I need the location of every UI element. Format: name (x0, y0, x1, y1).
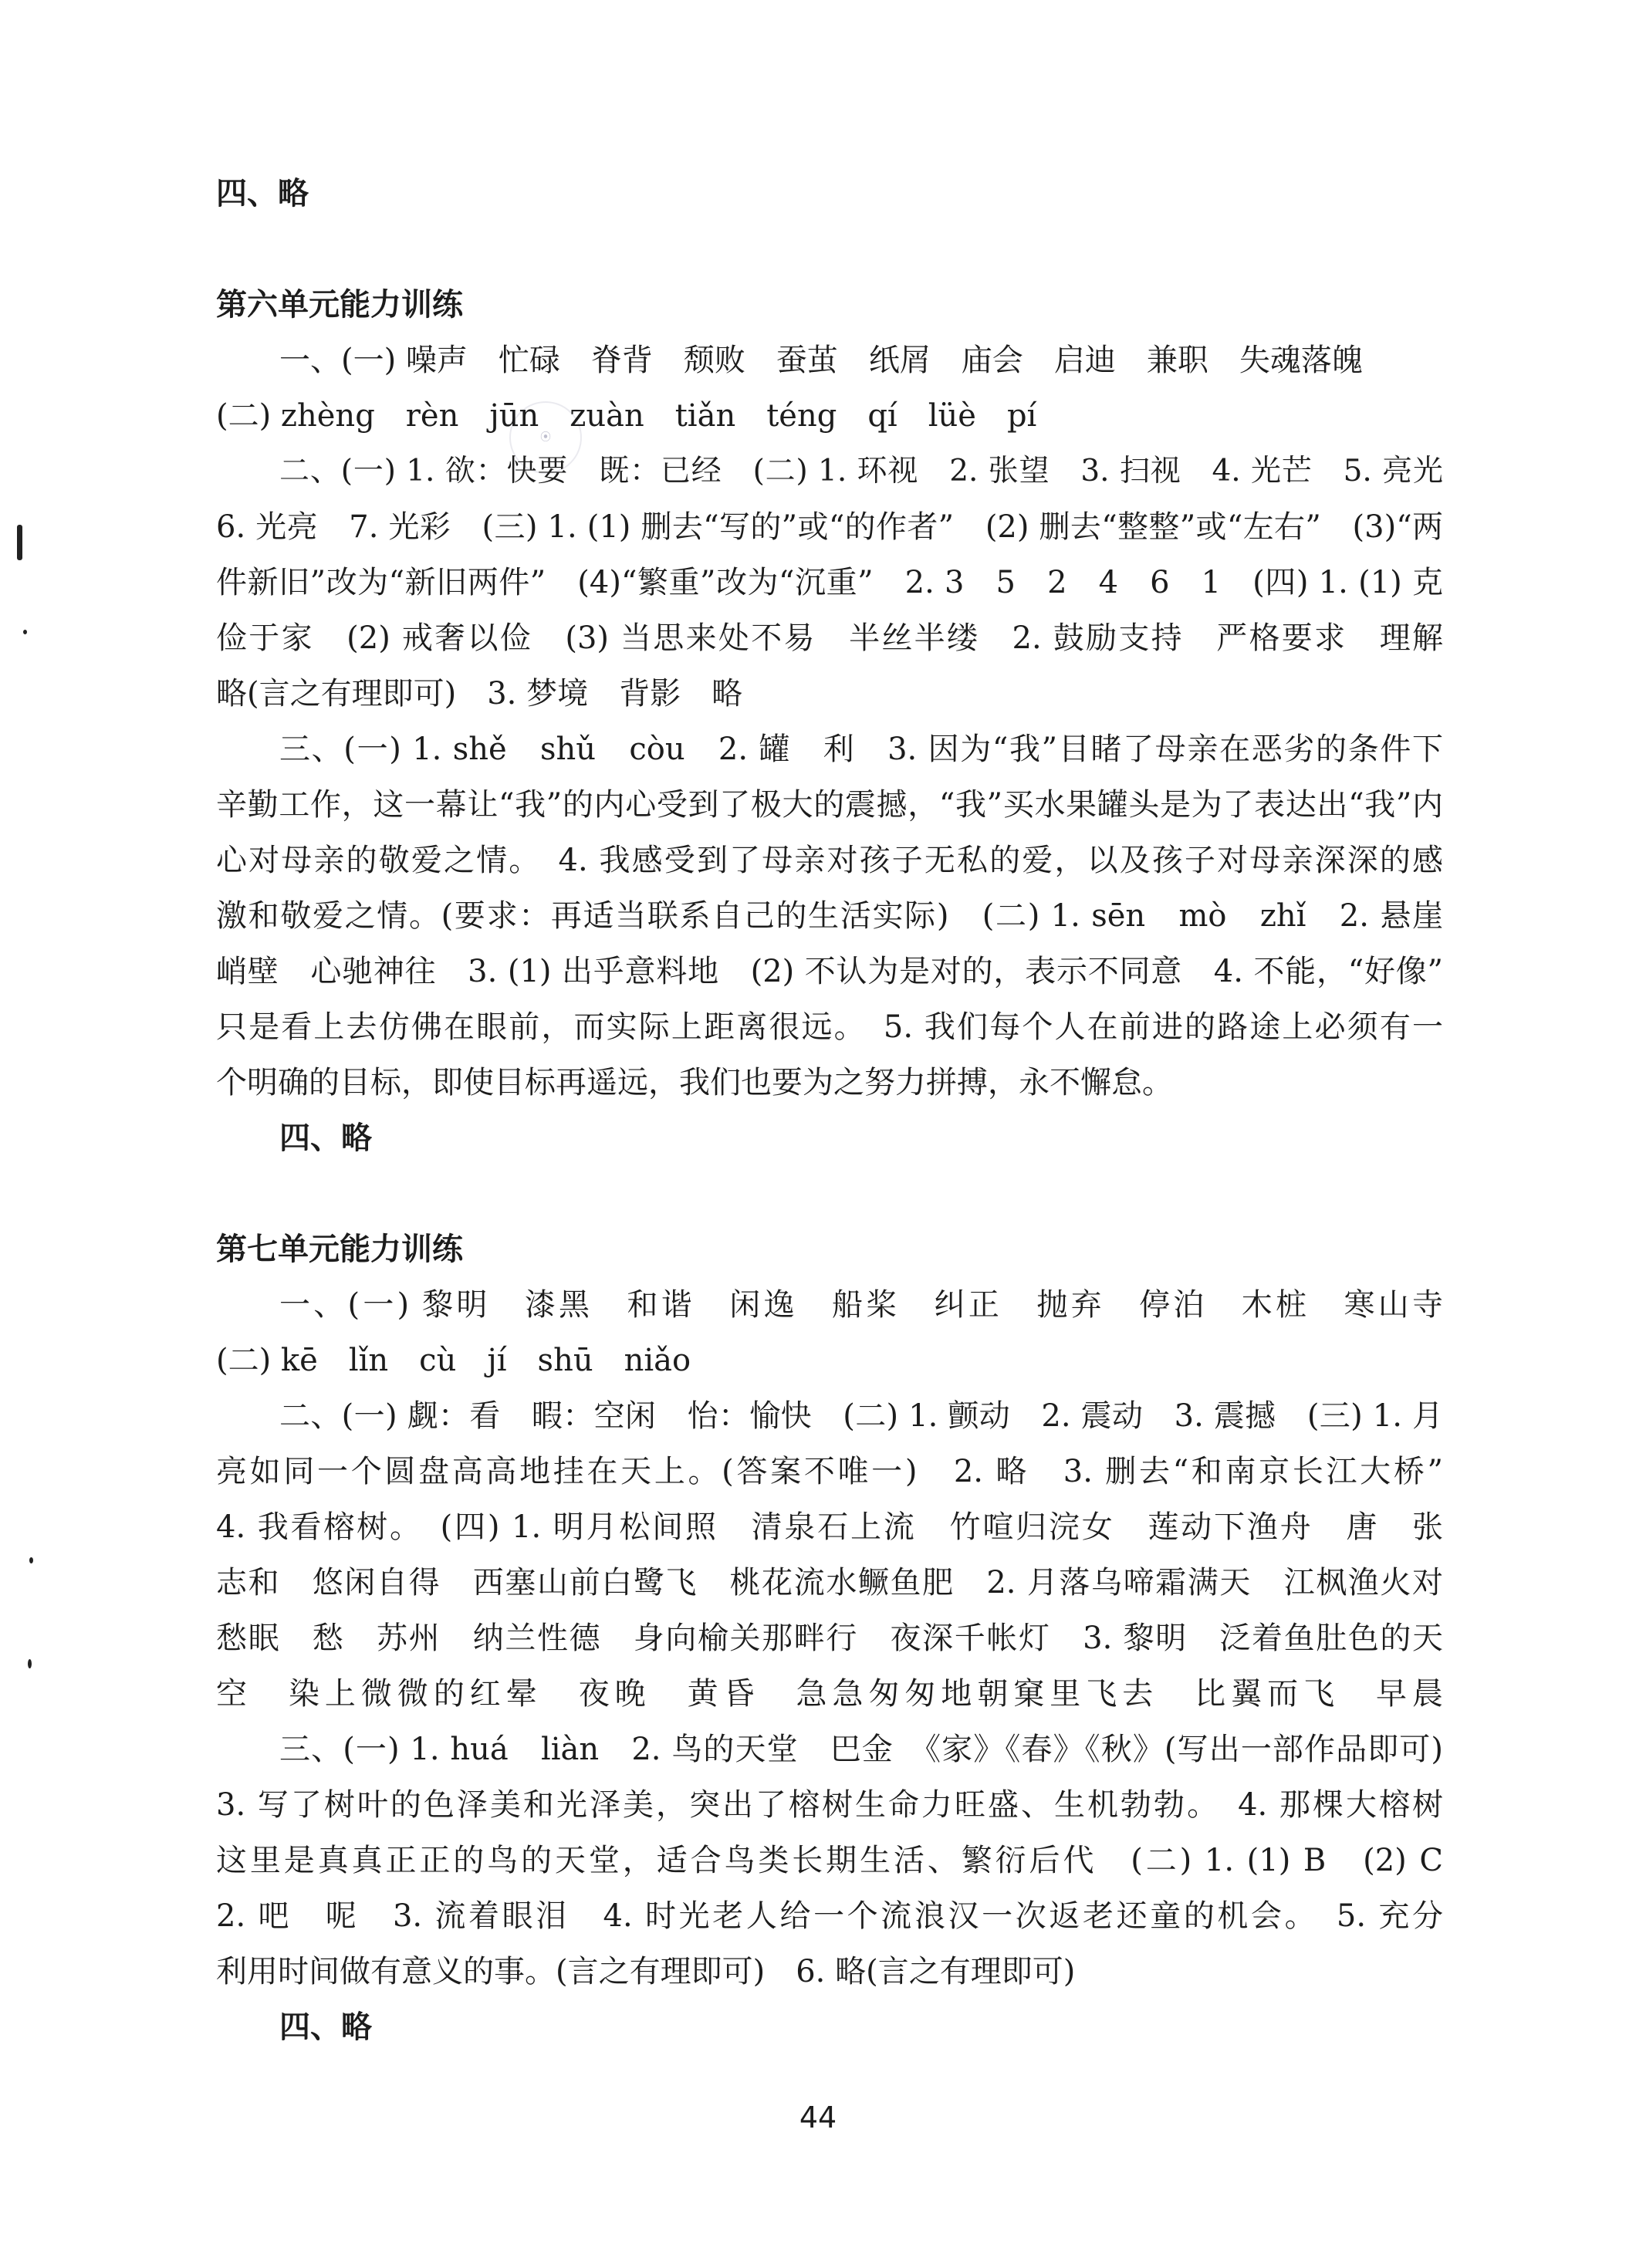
scan-speck-icon (23, 630, 27, 634)
unit6-line: 略(言之有理即可) 3. 梦境 背影 略 (216, 676, 743, 711)
unit6-section (216, 277, 1443, 1166)
unit6-line: (二) zhèng rèn jūn zuàn tiǎn téng qí lüè pí (216, 398, 1037, 434)
unit7-line: 4. 我看榕树。 (四) 1. 明月松间照 清泉石上流 竹喧归浣女 莲动下渔舟 唐 张 (216, 1509, 1443, 1545)
unit7-title: 第七单元能力训练 (216, 1232, 463, 1267)
answer-content (216, 166, 1443, 2055)
unit7-line: 空 染上微微的红晕 夜晚 黄昏 急急匆匆地朝窠里飞去 比翼而飞 早晨 (216, 1676, 1443, 1712)
unit7-line: 3. 写了树叶的色泽美和光泽美，突出了榕树生命力旺盛、生机勃勃。 4. 那棵大榕树 (216, 1787, 1443, 1823)
unit6-line: 个明确的目标，即使目标再遥远，我们也要为之努力拼搏，永不懈怠。 (216, 1065, 1173, 1100)
unit6-line: 只是看上去仿佛在眼前，而实际上距离很远。 5. 我们每个人在前进的路途上必须有一 (216, 1009, 1443, 1045)
unit6-line: 辛勤工作，这一幕让“我”的内心受到了极大的震撼，“我”买水果罐头是为了表达出“我”内 (216, 787, 1443, 823)
unit6-line: 件新旧”改为“新旧两件” (4)“繁重”改为“沉重” 2. 3 5 2 4 6 1 (四) 1. (1) 克 (216, 565, 1443, 600)
unit6-title: 第六单元能力训练 (216, 287, 463, 323)
unit7-line: 三、(一) 1. huá liàn 2. 鸟的天堂 巴金 《家》《春》《秋》(写出一部作品即可) (279, 1732, 1443, 1767)
unit6-line: 激和敬爱之情。(要求：再适当联系自己的生活实际) (二) 1. sēn mò zhǐ 2. 悬崖 (216, 898, 1443, 934)
unit7-line: 亮如同一个圆盘高高地挂在天上。(答案不唯一) 2. 略 3. 删去“和南京长江大桥” (216, 1454, 1443, 1489)
unit7-line: 二、(一) 觑：看 暇：空闲 怡：愉快 (二) 1. 颤动 2. 震动 3. 震撼 (三) 1. 月 (279, 1398, 1443, 1434)
unit7-line: 利用时间做有意义的事。(言之有理即可) 6. 略(言之有理即可) (216, 1954, 1076, 1989)
unit7-section (216, 1222, 1443, 2055)
unit6-line: 三、(一) 1. shě shǔ còu 2. 罐 利 3. 因为“我”目睹了母亲在恶劣的条件下 (279, 732, 1443, 767)
unit6-line: 峭壁 心驰神往 3. (1) 出乎意料地 (2) 不认为是对的，表示不同意 4. 不能，“好像” (216, 954, 1443, 989)
scan-speck-icon (17, 525, 22, 560)
unit6-line: 一、(一) 噪声 忙碌 脊背 颓败 蚕茧 纸屑 庙会 启迪 兼职 失魂落魄 (279, 343, 1363, 378)
unit7-line: 一、(一) 黎明 漆黑 和谐 闲逸 船桨 纠正 抛弃 停泊 木桩 寒山寺 (279, 1287, 1443, 1323)
section-heading-top: 四、略 (216, 176, 309, 211)
unit7-line: 这里是真真正正的鸟的天堂，适合鸟类长期生活、繁衍后代 (二) 1. (1) B (2) C (216, 1843, 1443, 1878)
unit7-line: 志和 悠闲自得 西塞山前白鹭飞 桃花流水鳜鱼肥 2. 月落乌啼霜满天 江枫渔火对 (216, 1565, 1443, 1600)
unit7-line: 四、略 (279, 2009, 372, 2045)
unit7-line: 愁眠 愁 苏州 纳兰性德 身向榆关那畔行 夜深千帐灯 3. 黎明 泛着鱼肚色的天 (216, 1621, 1443, 1656)
scan-speck-icon (28, 1659, 32, 1668)
unit6-line: 心对母亲的敬爱之情。 4. 我感受到了母亲对孩子无私的爱，以及孩子对母亲深深的感 (216, 843, 1443, 878)
unit6-line: 二、(一) 1. 欲：快要 既：已经 (二) 1. 环视 2. 张望 3. 扫视 4. 光芒 5. 亮光 (279, 454, 1443, 488)
scan-speck-icon (29, 1557, 33, 1563)
page-number: 44 (799, 2101, 837, 2134)
watermark-stamp-icon: ⦿ (509, 401, 582, 474)
unit6-line: 6. 光亮 7. 光彩 (三) 1. (1) 删去“写的”或“的作者” (2) 删去“整整”或“左右” (3)“两 (216, 509, 1443, 545)
unit6-line: 四、略 (279, 1120, 372, 1156)
unit7-line: (二) kē lǐn cù jí shū niǎo (216, 1343, 691, 1378)
unit7-line: 2. 吧 呢 3. 流着眼泪 4. 时光老人给一个流浪汉一次返老还童的机会。 5. 充分 (216, 1898, 1443, 1934)
unit6-line: 俭于家 (2) 戒奢以俭 (3) 当思来处不易 半丝半缕 2. 鼓励支持 严格要求 理解 (216, 620, 1443, 656)
